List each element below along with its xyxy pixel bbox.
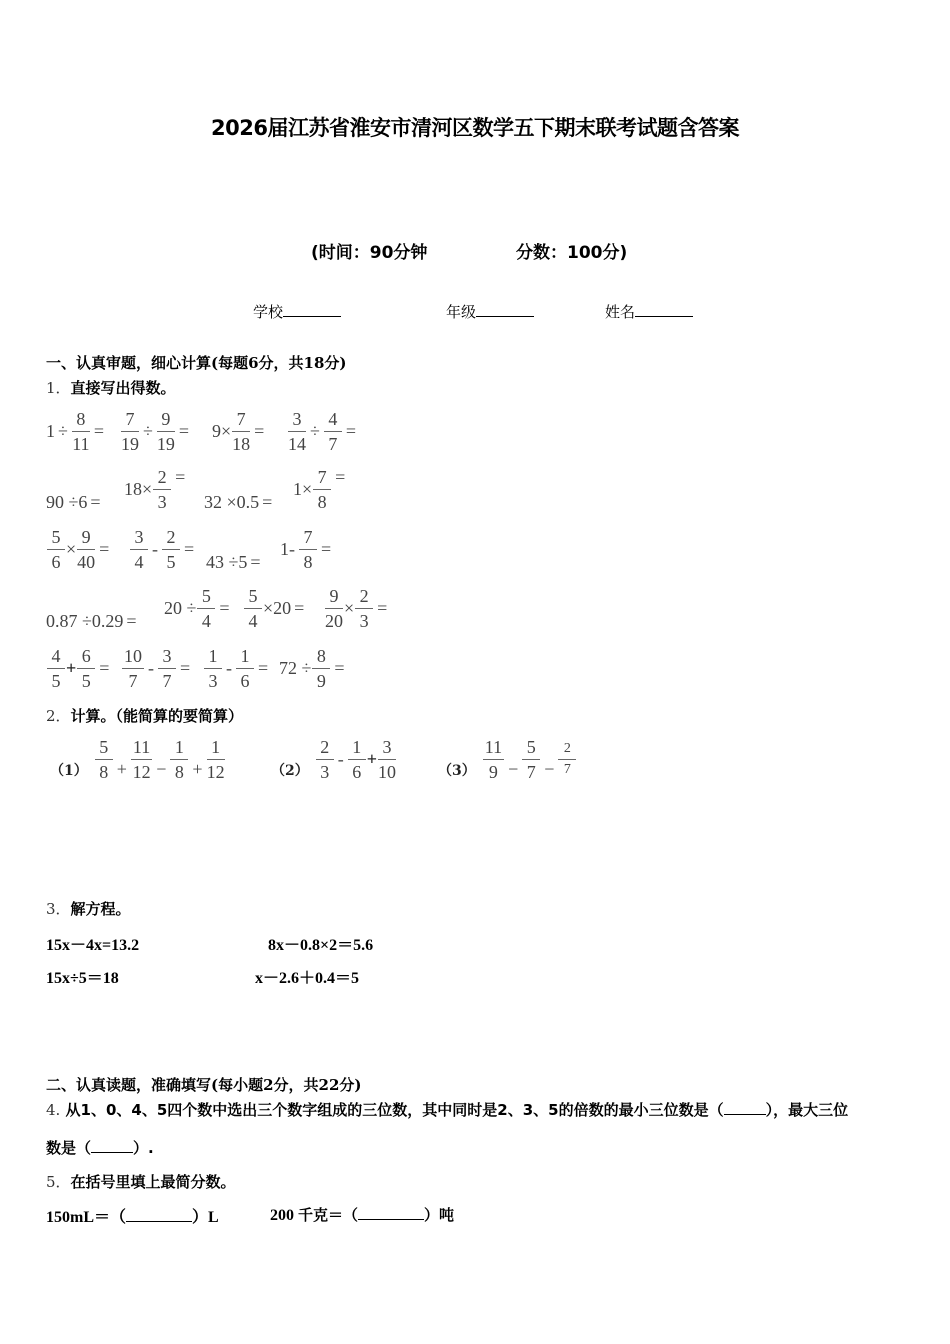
q2-prompt: 计算。（能简算的要简算） [70, 707, 244, 725]
q5-item-2: 200 千克＝（ ）吨 [270, 1206, 455, 1224]
q3-heading [46, 898, 131, 919]
calc-r5-a: $\frac{4}{5}$ + $\frac{6}{5}$ = [46, 647, 112, 690]
equation-3: 15x÷5＝18 [46, 970, 119, 987]
school-field [253, 301, 341, 322]
q3-number: 3． [46, 900, 71, 918]
equation-1: 15x－4x=13.2 [46, 937, 140, 954]
calc-r2-d: 1 × $\frac{7}{8}$ = [293, 467, 346, 512]
q2-number: 2． [46, 707, 71, 725]
calc-r3-c: 43 ÷5 = [206, 552, 261, 572]
grade-blank[interactable] [476, 302, 534, 317]
q5-prompt: 在括号里填上最简分数。 [70, 1173, 236, 1191]
q4-blank-1[interactable] [724, 1100, 766, 1115]
calc-r1-d: $\frac{3}{14}$ ÷ $\frac{4}{7}$ = [288, 409, 357, 454]
calc-item-2: （2） $\frac{2}{3}$ - $\frac{1}{6}$ + $\frac{3}{10}$ [271, 737, 397, 782]
calc-r3-a: $\frac{5}{6}$ × $\frac{9}{40}$ = [46, 528, 112, 571]
school-label: 学校 [253, 303, 284, 321]
name-field [605, 301, 693, 322]
q4-line2: 数是（ ）. [46, 1139, 154, 1157]
equation-2: 8x－0.8×2＝5.6 [268, 937, 374, 954]
equation-4: x－2.6＋0.4＝5 [255, 970, 360, 987]
document-title: 2026届江苏省淮安市清河区数学五下期末联考试题含答案 [211, 116, 739, 140]
q4-blank-2[interactable] [91, 1138, 133, 1153]
exam-score: 分数：100分) [516, 243, 628, 263]
name-label: 姓名 [605, 303, 636, 321]
name-blank[interactable] [635, 302, 693, 317]
q3-prompt: 解方程。 [70, 900, 131, 918]
q1-prompt: 直接写出得数。 [70, 379, 176, 397]
calc-item-3: （3） $\frac{11}{9}$ − $\frac{5}{7}$ − $\frac{2}{7}$ [438, 738, 577, 781]
grade-label: 年级 [446, 303, 477, 321]
section2-heading: 二、认真读题，准确填写(每小题2分，共22分) [46, 1076, 362, 1094]
calc-r5-b: $\frac{10}{7}$ - $\frac{3}{7}$ = [124, 646, 191, 691]
q5-blank-1[interactable] [126, 1207, 192, 1222]
school-blank[interactable] [283, 302, 341, 317]
calc-r5-c: $\frac{1}{3}$ - $\frac{1}{6}$ = [203, 647, 271, 690]
exam-time: (时间：90分钟 [311, 243, 428, 263]
calc-r4-b: 20 ÷ $\frac{5}{4}$ = [164, 586, 230, 631]
calc-r4-d: $\frac{9}{20}$ × $\frac{2}{3}$ = [325, 586, 388, 631]
calc-r2-b: 18 × $\frac{2}{3}$ = [124, 467, 186, 512]
q2-heading [46, 705, 243, 726]
calc-r3-d: 1- $\frac{7}{8}$ = [280, 527, 332, 572]
calc-r4-c: $\frac{5}{4}$ ×20 = [243, 587, 307, 630]
q4-line1: 4. 从1、0、4、5四个数中选出三个数字组成的三位数，其中同时是2、3、5的倍数的最小三位数是（ ），最大三位 [46, 1101, 849, 1119]
calc-r4-a: 0.87 ÷0.29 = [46, 611, 137, 631]
q4-number: 4. [46, 1101, 61, 1119]
calc-r1-a: 1 ÷ $\frac{8}{11}$ = [46, 409, 105, 454]
calc-item-1: （1） $\frac{5}{8}$ + $\frac{11}{12}$ − $\frac{1}{8}$ + $\frac{1}{12}$ [50, 737, 225, 782]
calc-r5-d: 72 ÷ $\frac{8}{9}$ = [279, 646, 345, 691]
section1-heading: 一、认真审题，细心计算(每题6分，共18分) [46, 354, 347, 372]
q5-item-1: 150mL＝（ ）L [46, 1209, 219, 1226]
calc-r2-c: 32 ×0.5 = [204, 492, 273, 512]
grade-field [446, 301, 534, 322]
calc-r1-b: $\frac{7}{19}$ ÷ $\frac{9}{19}$ = [121, 409, 190, 454]
calc-r3-b: $\frac{3}{4}$ - $\frac{2}{5}$ = [129, 528, 197, 571]
q1-heading [46, 377, 176, 398]
q5-blank-2[interactable] [358, 1205, 424, 1220]
calc-r2-a: 90 ÷6 = [46, 492, 101, 512]
calc-r1-c: 9 × $\frac{7}{18}$ = [212, 409, 265, 454]
q1-number: 1． [46, 379, 71, 397]
q5-number: 5． [46, 1173, 71, 1191]
q5-heading [46, 1171, 236, 1192]
